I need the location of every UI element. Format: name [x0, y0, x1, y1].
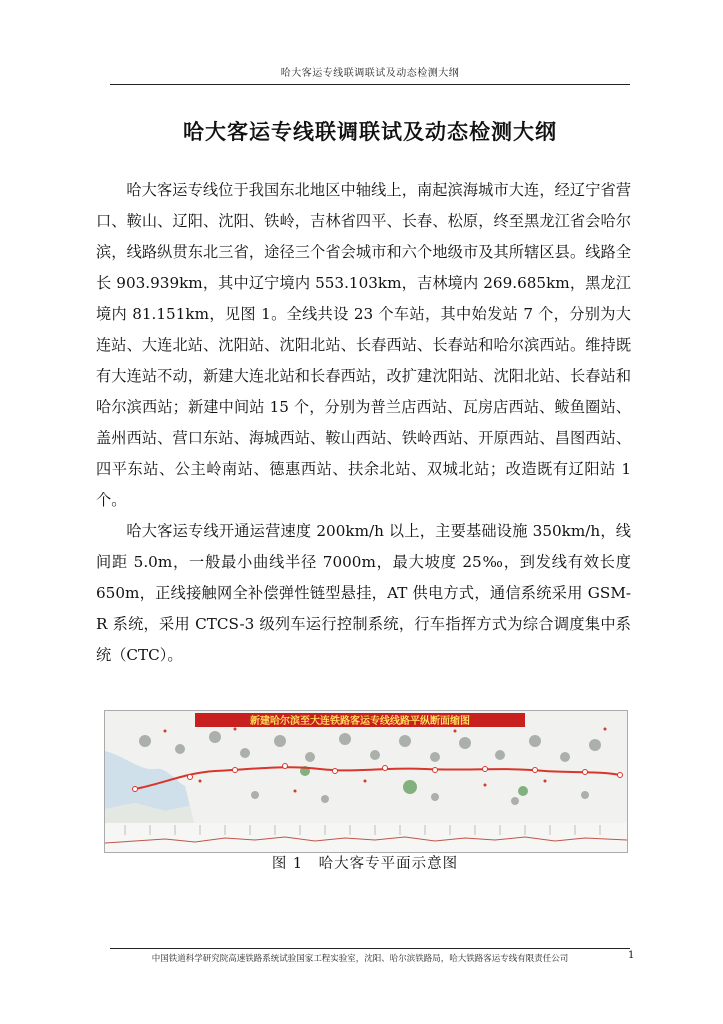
paragraph-overview: 哈大客运专线位于我国东北地区中轴线上，南起滨海城市大连，经辽宁省营口、鞍山、辽阳、沈阳、铁岭，吉林省四平、长春、松原，终至黑龙江省会哈尔滨，线路纵贯东北三省，途径三个省会城市和六个地级市及其所辖区县。线路全长 903.939km，其中辽宁境内 553.103km，吉林境内 269.685km，黑龙江境内 81.151km，见图 1。全线共设 23 个车站，其中始发站 7 个，分别为大连站、大连北站、沈阳站、沈阳北站、长春西站、长春站和哈尔滨西站。维持既有大连站不动，新建大连北站和长春西站，改扩建沈阳站、沈阳北站、长春站和哈尔滨西站；新建中间站 15 个，分别为普兰店西站、瓦房店西站、鲅鱼圈站、盖州西站、营口东站、海城西站、鞍山西站、铁岭西站、开原西站、昌图西站、四平东站、公主岭南站、德惠西站、扶余北站、双城北站；改造既有辽阳站 1 个。	[96, 181, 631, 509]
route-map-graphic	[105, 711, 627, 852]
footer-rule	[110, 948, 630, 949]
profile-strip	[105, 823, 627, 852]
map-banner-text: 新建哈尔滨至大连铁路客运专线线路平纵断面缩图	[250, 716, 470, 727]
page-number: 1	[628, 950, 635, 961]
body-text	[96, 175, 631, 671]
footer-text: 中国铁道科学研究院高速铁路系统试验国家工程实验室，沈阳、哈尔滨铁路局，哈大铁路客运专线有限责任公司	[151, 954, 569, 964]
header-rule	[110, 84, 630, 85]
running-header: 哈大客运专线联调联试及动态检测大纲	[280, 68, 460, 79]
paragraph-specifications: 哈大客运专线开通运营速度 200km/h 以上，主要基础设施 350km/h，线间距 5.0m，一般最小曲线半径 7000m，最大坡度 25‰，到发线有效长度 650m，正线接触网全补偿弹性链型悬挂，AT 供电方式，通信系统采用 GSM-R 系统，采用 CTCS-3 级列车运行控制系统，行车指挥方式为综合调度集中系统（CTC）。	[96, 522, 631, 664]
figure-caption: 图 1 哈大客专平面示意图	[271, 856, 459, 872]
document-title: 哈大客运专线联调联试及动态检测大纲	[183, 119, 557, 144]
route-map-figure	[104, 710, 628, 853]
